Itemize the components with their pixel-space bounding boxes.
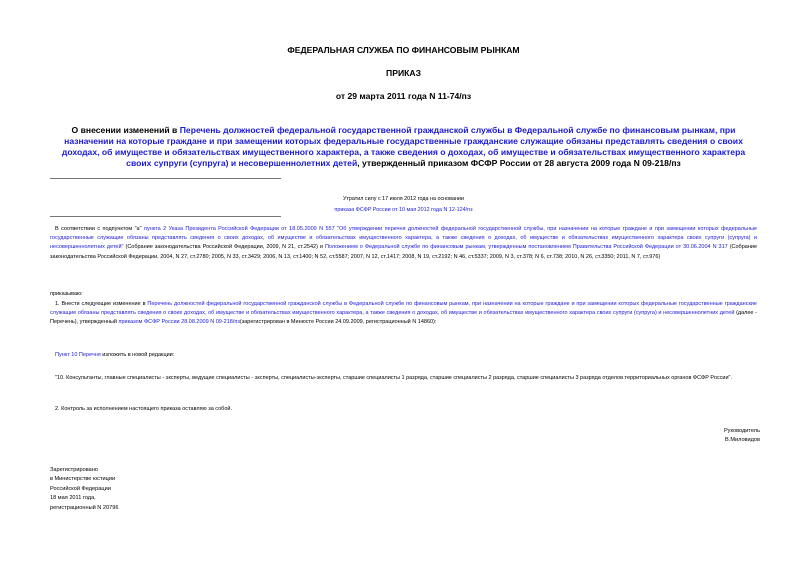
registration-line: 18 мая 2011 года, xyxy=(50,495,96,502)
basis-text-1: В соответствии с подпунктом "а" xyxy=(55,226,144,232)
signatory-role: Руководитель xyxy=(723,428,760,434)
paragraph-point-10 xyxy=(50,351,757,360)
expiry-note-text: Утратил силу с 17 июля 2012 года на основании xyxy=(343,196,464,202)
item1-text-1: 1. Внести следующие изменение в xyxy=(55,301,148,307)
registration-line: в Министерстве юстиции xyxy=(50,476,116,483)
document-type-heading: ПРИКАЗ xyxy=(386,68,421,78)
paragraph-item-1 xyxy=(50,300,757,328)
paragraph-new-wording: "10. Консультанты, главные специалисты - эксперты, ведущие специалисты - эксперты, специалисты-эксперты, старшие специалисты 1 разряда, старшие специалисты 2 разряда, старшие специалисты 3 разряда отделов территориальных органов ФСФР России". xyxy=(55,375,733,381)
paragraph-basis xyxy=(50,225,757,262)
item1-text-2: (далее - Перечень), утвержденный xyxy=(50,310,757,326)
basis-link-decree[interactable]: пункта 2 Указа Президента Российской Федерации от 18.05.2009 N 557 "Об утверждении перечня должностей федеральной государственной службы, при назначении на которые граждане и при замещении которых федеральные государственные служащие обязаны представлять сведения о своих доходах, об имуществе и обязательствах имущественного характера, а также сведения о доходах, об имуществе и обязательствах имущественного характера своих супруги (супруга) и несовершеннолетних детей" xyxy=(50,226,757,251)
point10-text: изложить в новой редакции: xyxy=(100,352,175,358)
document-title xyxy=(50,125,757,169)
registration-block xyxy=(50,466,118,513)
basis-text-3: (Собрание законодательства Российской Федерации, 2004, N 27, ст.2780; 2005, N 33, ст.3429; 2006, N 13, ст.1400; N 52, ст.5587; 2007, N 12, ст.1417; 2008, N 19, ст.2192; N 46, ст.5337; 2009, N 3, ст.378; N 6, ст.738; 2010, N 26, ст.3350; 2011, N 7, ст.976) xyxy=(50,244,757,260)
title-link[interactable]: Перечень должностей федеральной государственной гражданской службы в Федеральной службе по финансовым рынкам, при назначении на которые граждане и при замещении которых федеральные государственные гражданские служащие обязаны представлять сведения о своих доходах, об имуществе и обязательствах имущественного характера, а также сведения о доходах, об имуществе и обязательствах имущественного характера своих супруги (супруга) и несовершеннолетних детей xyxy=(61,125,746,168)
organization-heading: ФЕДЕРАЛЬНАЯ СЛУЖБА ПО ФИНАНСОВЫМ РЫНКАМ xyxy=(287,45,520,55)
divider-top xyxy=(50,178,281,179)
registration-line: Зарегистрировано xyxy=(50,467,98,473)
expiry-note-link[interactable]: приказа ФСФР России от 10 мая 2012 года N 12-124/пз xyxy=(334,206,473,213)
basis-text-2: (Собрание законодательства Российской Федерации, 2009, N 21, ст.2542) и xyxy=(123,244,325,251)
order-word: приказываю: xyxy=(50,291,83,297)
item1-link-order[interactable]: приказом ФСФР России 28.08.2009 N 09-218/пз xyxy=(118,319,240,326)
registration-line: регистрационный N 20796 xyxy=(50,504,119,511)
paragraph-item-2: 2. Контроль за исполнением настоящего приказа оставляю за собой. xyxy=(55,406,232,412)
divider-bottom xyxy=(50,216,281,217)
basis-link-regulation[interactable]: Положением о Федеральной службе по финансовым рынкам, утвержденным постановлением Правительства Российской Федерации от 30.06.2004 N 317 xyxy=(324,244,728,251)
expiry-note xyxy=(250,194,557,215)
title-suffix: , утвержденный приказом ФСФР России от 28 августа 2009 года N 09-218/пз xyxy=(357,158,681,168)
title-prefix: О внесении изменений в xyxy=(71,125,180,135)
item1-link-list[interactable]: Перечень должностей федеральной государственной гражданской службы в Федеральной службе по финансовым рынкам, при назначении на которые граждане и при замещении которых федеральные государственные гражданские служащие обязаны представлять сведения о своих доходах, об имуществе и обязательствах имущественного характера, а также сведения о доходах, об имуществе и обязательствах имущественного характера своих супруги (супруга) и несовершеннолетних детей xyxy=(50,301,757,317)
point10-link[interactable]: Пункт 10 Перечня xyxy=(55,352,101,358)
document-date-number: от 29 марта 2011 года N 11-74/пз xyxy=(335,91,472,101)
signature-block xyxy=(724,427,760,446)
signatory-name: В.Миловидов xyxy=(725,437,760,444)
registration-line: Российской Федерации xyxy=(50,485,111,492)
item1-text-3: (зарегистрирован в Минюсте России 24.09.2009, регистрационный N 14860): xyxy=(239,319,437,326)
